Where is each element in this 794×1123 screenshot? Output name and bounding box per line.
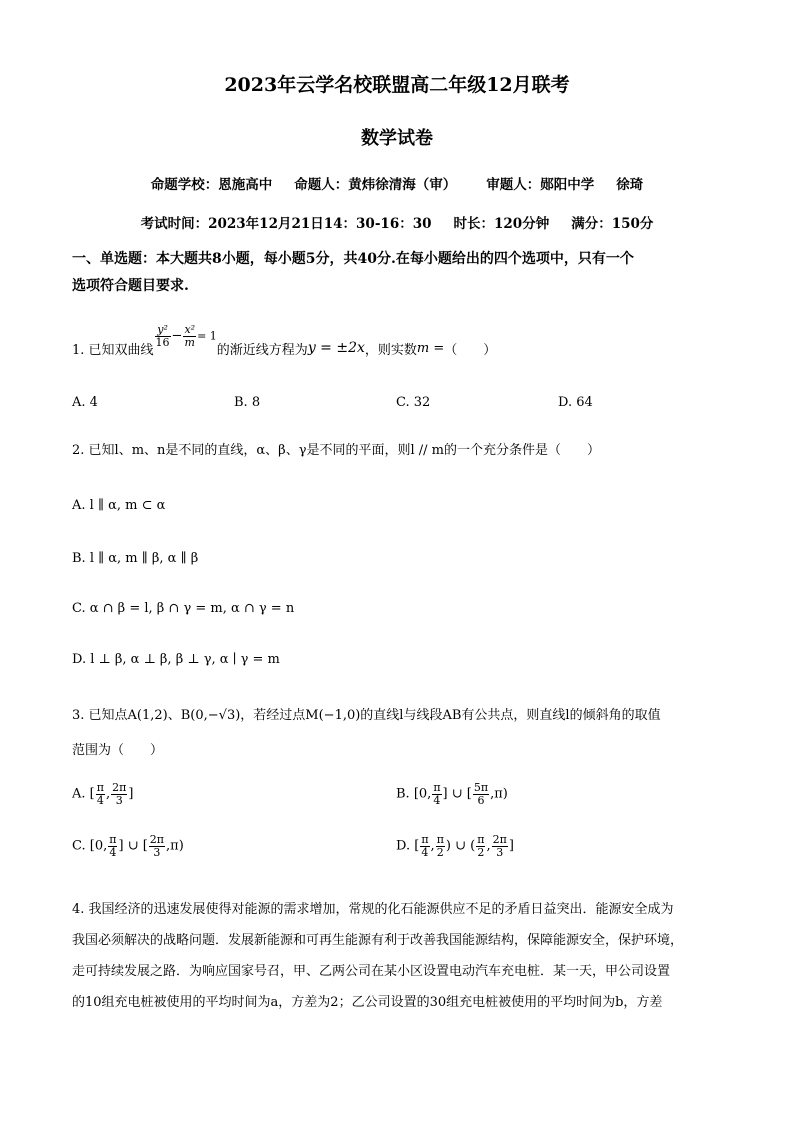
q1-option-c: C. 32: [396, 395, 431, 410]
exam-score: 满分：150分: [571, 216, 654, 232]
q3-option-d: D. [ $\frac{\pi}{4}$ , $\frac{\pi}{2}$ ) ∪ ( $\frac{\pi}{2}$ , $\frac{2\pi}{3}$ ]: [396, 833, 514, 859]
question-3-line2: 范围为（ ）: [72, 743, 164, 758]
q1-option-b: B. 8: [234, 395, 261, 410]
question-4-line2: 我国必须解决的战略问题．发展新能源和可再生能源有利于改善我国能源结构，保障能源安全，保护环境，: [72, 933, 684, 948]
authorship-line: [0, 173, 794, 193]
exam-time: 考试时间：2023年12月21日14：30-16：30: [140, 216, 432, 232]
q1-asymptote: y = ±2x: [307, 340, 365, 356]
setting-school: 命题学校：恩施高中: [150, 177, 273, 193]
q1-suffix: ，则实数: [364, 343, 417, 358]
reviewer-name: 徐琦: [616, 177, 644, 193]
section-heading-line1: 一、单选题：本大题共8小题，每小题5分，共40分.在每小题给出的四个选项中，只有一个: [72, 251, 634, 267]
q3-option-b: B. [0, $\frac{\pi}{4}$ ] ∪ [ $\frac{5\pi}{6}$ ,π): [396, 781, 508, 807]
q1-fraction-y: $\frac{\text{y²}}{16}$: [155, 323, 170, 349]
q2-option-d: D. l ⊥ β, α ⊥ β, β ⊥ γ, α ∣ γ = m: [72, 652, 280, 667]
q1-fraction-x: $\frac{\text{x²}}{m}$: [184, 323, 196, 349]
q1-mid: 的渐近线方程为: [216, 343, 308, 358]
q1-option-a: A. 4: [72, 395, 98, 410]
q1-option-d: D. 64: [558, 395, 593, 410]
q3-option-a: A. [ $\frac{\pi}{4}$ , $\frac{2\pi}{3}$ ]: [72, 781, 134, 807]
question-author: 命题人：黄炜徐清海（审）: [294, 177, 457, 193]
q2-option-b: B. l ∥ α, m ∥ β, α ∥ β: [72, 551, 199, 566]
q3-option-c: C. [0, $\frac{\pi}{4}$ ] ∪ [ $\frac{2\pi}{3}$ ,π): [72, 833, 184, 859]
section-heading-line2: 选项符合题目要求.: [72, 278, 189, 294]
exam-title: 2023年云学名校联盟高二年级12月联考: [224, 74, 570, 96]
question-4-line3: 走可持续发展之路．为响应国家号召，甲、乙两公司在某小区设置电动汽车充电桩．某一天，甲公司设置: [72, 964, 671, 979]
q1-equation-rhs: = 1: [197, 329, 217, 343]
reviewer: 审题人：郧阳中学: [486, 177, 595, 193]
q1-var: m =: [416, 341, 445, 356]
q1-prefix: 1. 已知双曲线: [72, 343, 154, 358]
q2-option-c: C. α ∩ β = l, β ∩ γ = m, α ∩ γ = n: [72, 601, 295, 616]
question-3-line1: 3. 已知点A(1,2)、B(0,−√3)，若经过点M(−1,0)的直线l与线段AB有公共点，则直线l的倾斜角的取值: [72, 708, 661, 723]
question-4-line4: 的10组充电桩被使用的平均时间为a，方差为2；乙公司设置的30组充电桩被使用的平均时间为b，方差: [72, 995, 663, 1010]
question-4-line1: 4. 我国经济的迅速发展使得对能源的需求增加，常规的化石能源供应不足的矛盾日益突出．能源安全成为: [72, 902, 674, 917]
exam-duration: 时长：120分钟: [453, 216, 550, 232]
question-2: 2. 已知l、m、n是不同的直线，α、β、γ是不同的平面，则l // m的一个充分条件是（ ）: [72, 443, 600, 458]
exam-meta-line: [0, 212, 794, 232]
question-1: 1. 已知双曲线 $\frac{\text{y²}}{16}$ − $\frac{\text{x²}}{m}$ = 1的渐近线方程为y = ±2x，则实数m =（ ）: [72, 323, 497, 358]
q2-option-a: A. l ∥ α, m ⊂ α: [72, 498, 166, 513]
exam-subtitle: 数学试卷: [361, 128, 433, 149]
q1-blank: （ ）: [444, 343, 497, 358]
